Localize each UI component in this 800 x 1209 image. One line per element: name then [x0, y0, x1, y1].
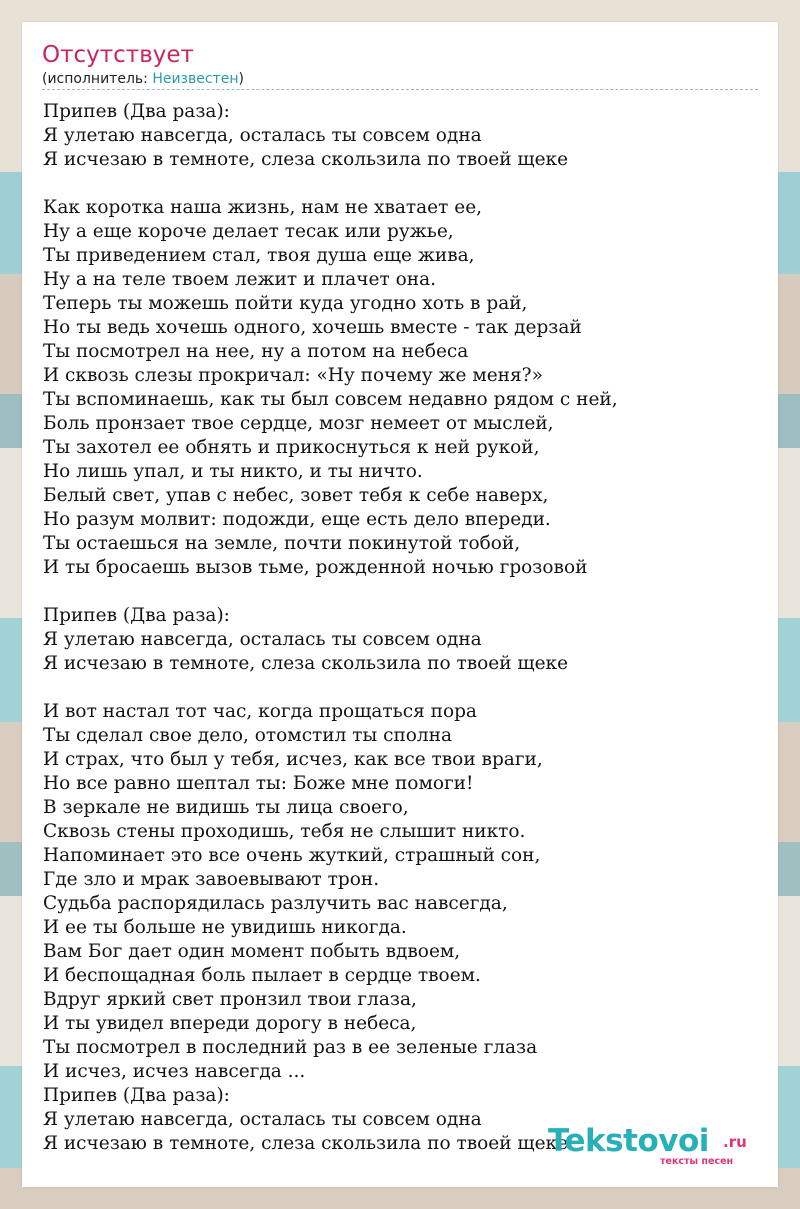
header-divider [42, 89, 758, 90]
lyrics-card [22, 22, 778, 1187]
lyric-line [43, 676, 763, 700]
lyric-line: Сквозь стены проходишь, тебя не слышит никто. [43, 821, 526, 842]
song-header [42, 40, 758, 88]
lyric-line: Как коротка наша жизнь, нам не хватает ее, [43, 197, 483, 218]
lyric-line: И страх, что был у тебя, исчез, как все твои враги, [43, 749, 543, 770]
lyric-line: Но разум молвит: подожди, еще есть дело впереди. [43, 509, 551, 530]
artist-suffix: ) [238, 71, 244, 87]
artist-prefix: (исполнитель: [42, 71, 153, 87]
lyric-line: Ты остаешься на земле, почти покинутой тобой, [43, 533, 521, 554]
lyric-line: Где зло и мрак завоевывают трон. [43, 869, 380, 890]
lyric-line: Но все равно шептал ты: Боже мне помоги! [43, 773, 474, 794]
lyric-line: Но лишь упал, и ты никто, и ты ничто. [43, 461, 423, 482]
song-title: Отсутствует [42, 42, 194, 68]
lyric-line: Я улетаю навсегда, осталась ты совсем одна [43, 629, 482, 650]
lyric-line: Ты захотел ее обнять и прикоснуться к ней рукой, [43, 437, 540, 458]
site-logo[interactable] [548, 1122, 758, 1170]
lyric-line: Ты сделал свое дело, отомстил ты сполна [43, 725, 453, 746]
lyric-line: Но ты ведь хочешь одного, хочешь вместе - так дерзай [43, 317, 582, 338]
lyric-line: Ну а еще короче делает тесак или ружье, [43, 221, 454, 242]
lyric-line: Белый свет, упав с небес, зовет тебя к себе наверх, [43, 485, 549, 506]
lyric-line: И исчез, исчез навсегда ... [43, 1061, 306, 1082]
logo-name: Tekstovoi [548, 1123, 709, 1159]
lyric-line: И вот настал тот час, когда прощаться пора [43, 701, 477, 722]
lyric-line: И ты бросаешь вызов тьме, рожденной ночью грозовой [43, 557, 588, 578]
artist-line [42, 70, 758, 88]
lyric-line: И ее ты больше не увидишь никогда. [43, 917, 407, 938]
lyrics-text [43, 100, 763, 1156]
logo-tagline: тексты песен [660, 1156, 734, 1167]
lyric-line: Боль пронзает твое сердце, мозг немеет от мыслей, [43, 413, 554, 434]
lyric-line: Припев (Два раза): [43, 101, 230, 122]
lyric-line: В зеркале не видишь ты лица своего, [43, 797, 409, 818]
lyric-line: Припев (Два раза): [43, 1085, 230, 1106]
lyric-line: Я улетаю навсегда, осталась ты совсем одна [43, 125, 482, 146]
lyric-line: И сквозь слезы прокричал: «Ну почему же меня?» [43, 365, 543, 386]
lyric-line [43, 580, 763, 604]
lyric-line: Ты вспоминаешь, как ты был совсем недавно рядом с ней, [43, 389, 618, 410]
lyric-line: Ну а на теле твоем лежит и плачет она. [43, 269, 436, 290]
lyric-line: И ты увидел впереди дорогу в небеса, [43, 1013, 417, 1034]
lyric-line: Ты посмотрел на нее, ну а потом на небеса [43, 341, 469, 362]
logo-tld: .ru [723, 1133, 747, 1151]
lyric-line: Напоминает это все очень жуткий, страшный сон, [43, 845, 541, 866]
lyric-line: Судьба распорядилась разлучить вас навсегда, [43, 893, 508, 914]
lyric-line: Я исчезаю в темноте, слеза скользила по твоей щеке [43, 149, 569, 170]
lyric-line [43, 172, 763, 196]
lyric-line: Вам Бог дает один момент побыть вдвоем, [43, 941, 461, 962]
lyric-line: Ты посмотрел в последний раз в ее зеленые глаза [43, 1037, 538, 1058]
lyric-line: И беспощадная боль пылает в сердце твоем. [43, 965, 481, 986]
artist-link[interactable]: Неизвестен [152, 71, 239, 87]
lyric-line: Я исчезаю в темноте, слеза скользила по твоей щеке [43, 1133, 569, 1154]
lyric-line: Ты приведением стал, твоя душа еще жива, [43, 245, 475, 266]
lyric-line: Я улетаю навсегда, осталась ты совсем одна [43, 1109, 482, 1130]
lyric-line: Теперь ты можешь пойти куда угодно хоть в рай, [43, 293, 528, 314]
lyric-line: Я исчезаю в темноте, слеза скользила по твоей щеке [43, 653, 569, 674]
lyric-line: Припев (Два раза): [43, 605, 230, 626]
lyric-line: Вдруг яркий свет пронзил твои глаза, [43, 989, 417, 1010]
